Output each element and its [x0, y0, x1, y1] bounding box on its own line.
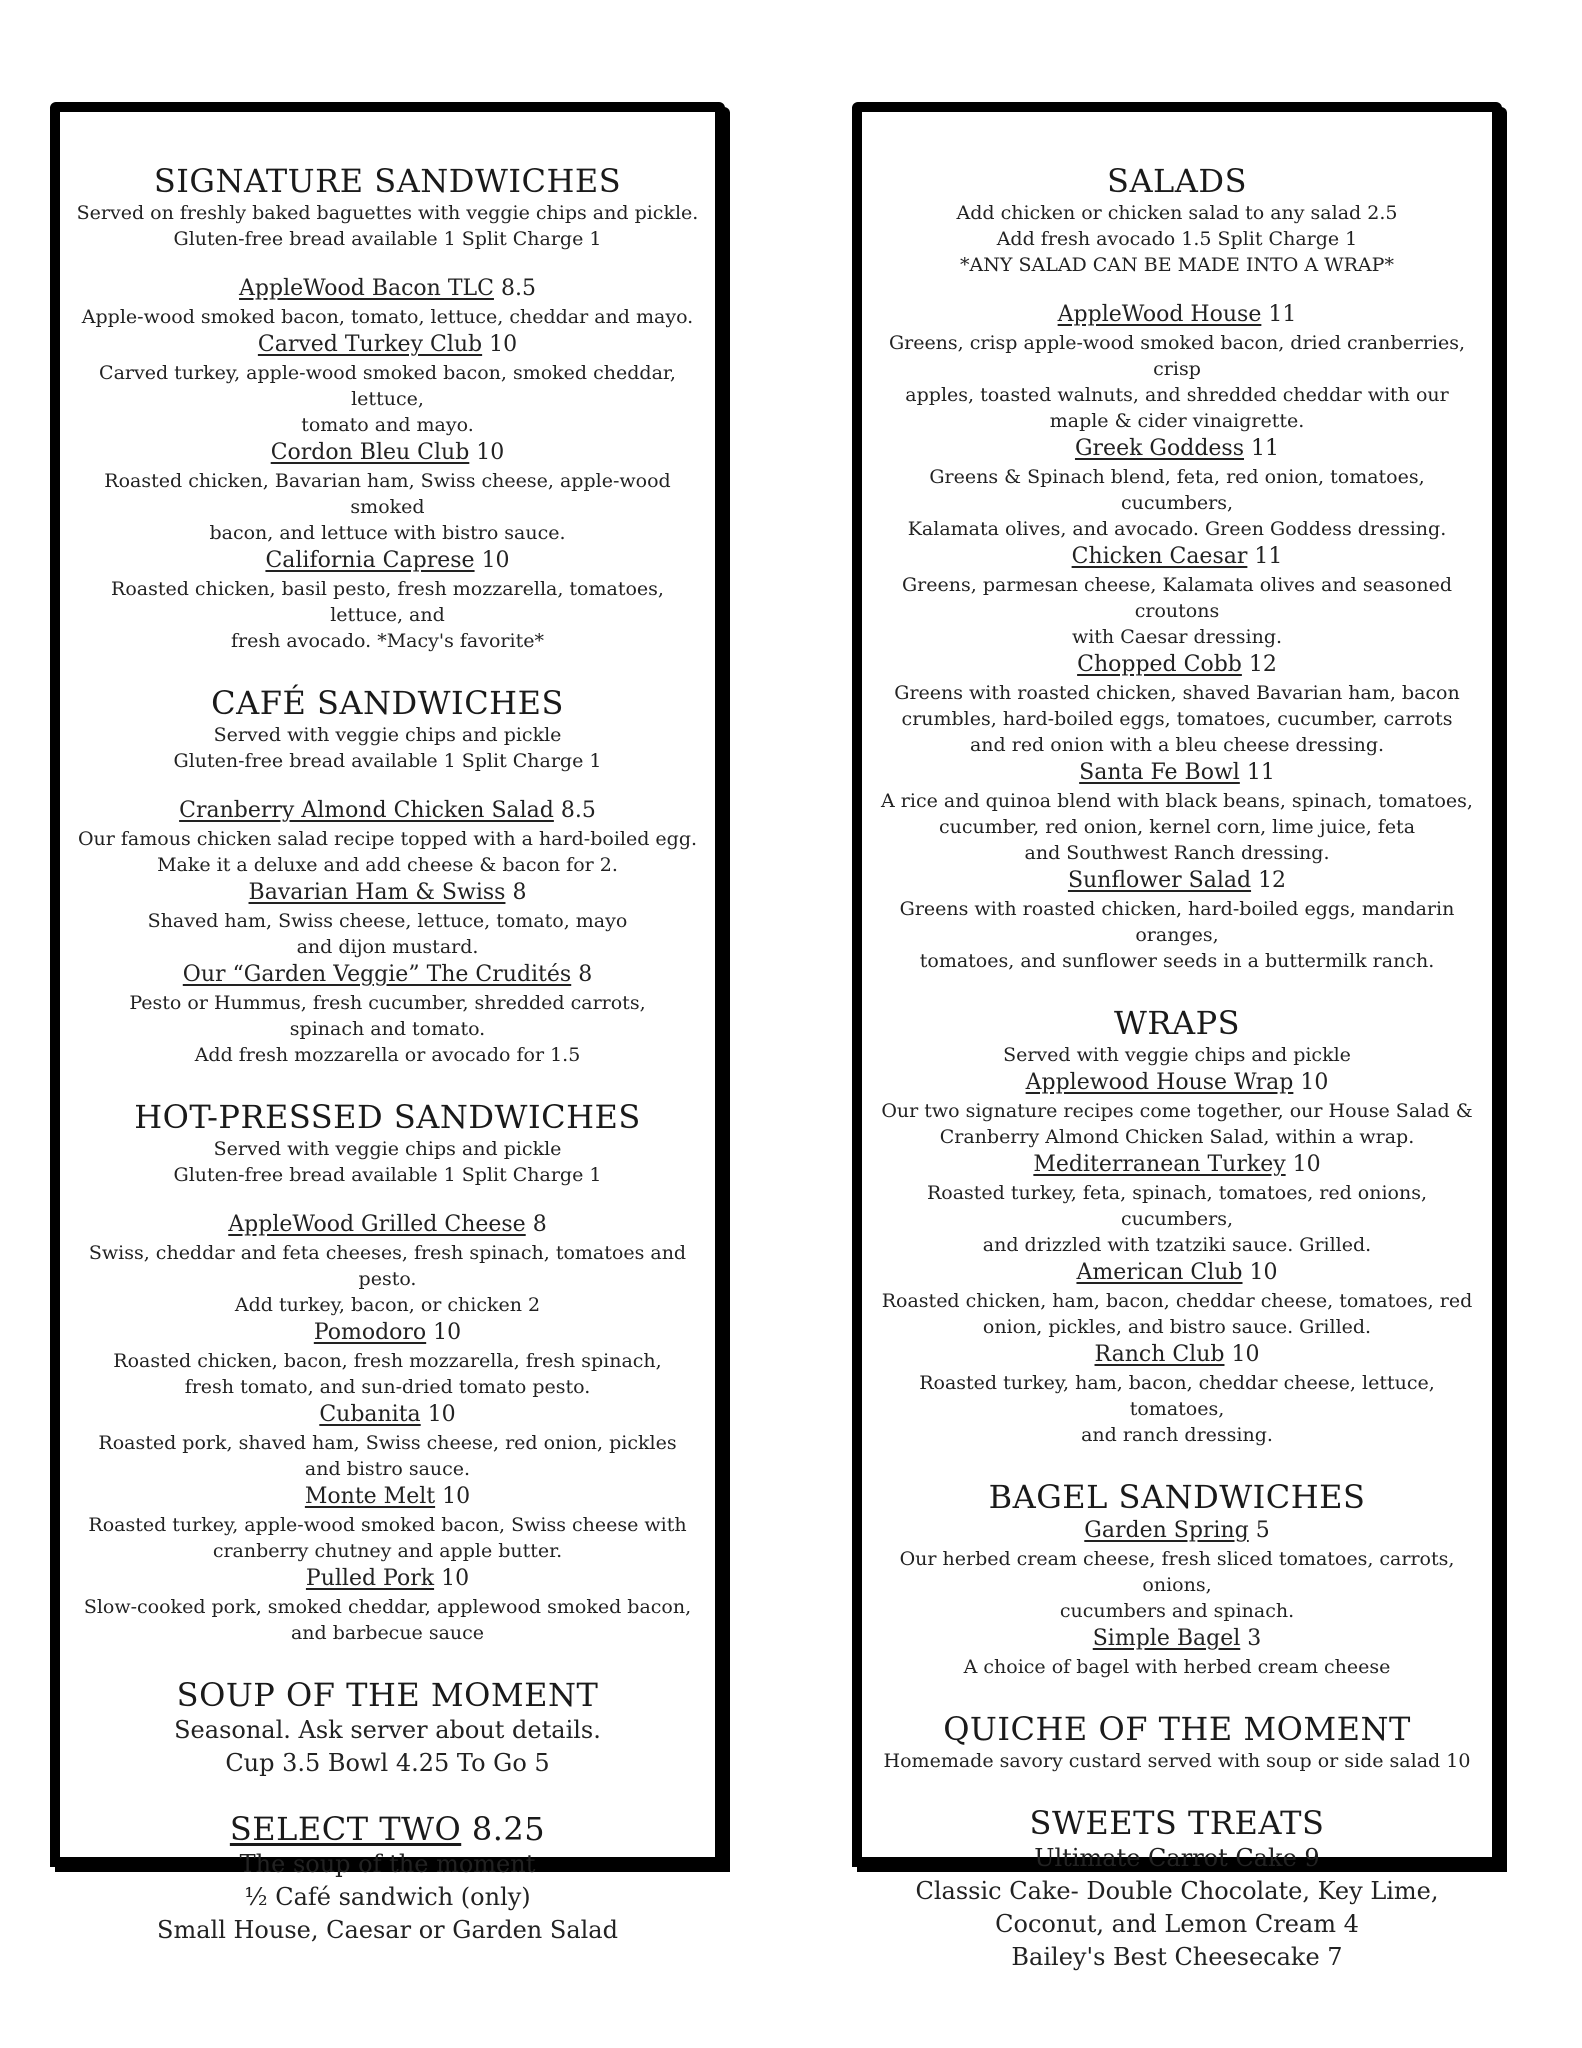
menu-item-description: and ranch dressing.	[1081, 1424, 1273, 1446]
menu-item-heading	[68, 1482, 707, 1512]
section-note: Add chicken or chicken salad to any salad 2.5	[956, 202, 1398, 224]
menu-item-description: Shaved ham, Swiss cheese, lettuce, tomato, mayo	[147, 910, 628, 932]
menu-item-description: cranberry chutney and apple butter.	[212, 1540, 563, 1562]
menu-item-name: Santa Fe Bowl	[1079, 760, 1240, 785]
section-title: QUICHE OF THE MOMENT	[943, 1710, 1411, 1748]
menu-item-description: Roasted chicken, bacon, fresh mozzarella, fresh spinach,	[113, 1350, 662, 1372]
section-note: Served with veggie chips and pickle	[213, 724, 562, 746]
menu-item-price: 10	[481, 548, 510, 573]
menu-panel-left	[50, 102, 725, 1944]
menu-item	[870, 1068, 1484, 1150]
menu-item-description: and barbecue sauce	[290, 1622, 485, 1644]
menu-item-heading	[870, 866, 1484, 896]
menu-item-heading	[870, 1624, 1484, 1654]
menu-item-description: Greens & Spinach blend, feta, red onion, tomatoes, cucumbers,	[929, 466, 1425, 514]
section-title: SIGNATURE SANDWICHES	[153, 162, 622, 200]
menu-item-price: 8	[512, 880, 527, 905]
section-title: CAFÉ SANDWICHES	[211, 684, 564, 722]
menu-item-description: Pesto or Hummus, fresh cucumber, shredded carrots,	[129, 992, 646, 1014]
menu-item-description: and Southwest Ranch dressing.	[1024, 842, 1330, 864]
menu-item-description: maple & cider vinaigrette.	[1049, 410, 1305, 432]
select-two-heading	[68, 1810, 707, 1848]
menu-item-price: 8.5	[500, 276, 536, 301]
section-sweets	[870, 1804, 1484, 1974]
section-note: *ANY SALAD CAN BE MADE INTO A WRAP*	[960, 254, 1394, 276]
section-note: Gluten-free bread available 1 Split Charge 1	[173, 750, 602, 772]
menu-item-description: and red onion with a bleu cheese dressing.	[969, 734, 1385, 756]
section-salads	[870, 162, 1484, 974]
menu-item	[68, 274, 707, 330]
menu-item-name: Greek Goddess	[1074, 436, 1245, 461]
menu-item-description: Kalamata olives, and avocado. Green Goddess dressing.	[907, 518, 1447, 540]
menu-item-description: Add turkey, bacon, or chicken 2	[234, 1294, 541, 1316]
menu-item	[870, 866, 1484, 974]
menu-item-price: 10	[1300, 1070, 1329, 1095]
menu-panel-right	[852, 102, 1502, 1971]
menu-item	[68, 1482, 707, 1564]
section-hot-pressed-sandwiches	[68, 1098, 707, 1646]
menu-item-description: tomato and mayo.	[301, 414, 474, 436]
sweets-line: Coconut, and Lemon Cream 4	[995, 1910, 1359, 1938]
select-two-name: SELECT TWO	[229, 1810, 462, 1848]
menu-item-price: 10	[1292, 1152, 1321, 1177]
menu-item-description: and bistro sauce.	[304, 1458, 471, 1480]
menu-item-name: Cubanita	[319, 1402, 421, 1427]
menu-item-heading	[68, 878, 707, 908]
menu-item-heading	[870, 1340, 1484, 1370]
menu-item	[870, 434, 1484, 542]
menu-item-description: Add fresh mozzarella or avocado for 1.5	[194, 1044, 581, 1066]
soup-line: Cup 3.5 Bowl 4.25 To Go 5	[225, 1749, 550, 1777]
menu-item-name: Chopped Cobb	[1077, 652, 1242, 677]
menu-item	[870, 1150, 1484, 1258]
menu-item-name: Garden Spring	[1084, 1518, 1249, 1543]
menu-item-description: Roasted pork, shaved ham, Swiss cheese, red onion, pickles	[98, 1432, 677, 1454]
menu-item-name: Sunflower Salad	[1067, 868, 1252, 893]
menu-item-description: Make it a deluxe and add cheese & bacon for 2.	[157, 854, 618, 876]
menu-item-name: Simple Bagel	[1092, 1626, 1241, 1651]
menu-item-price: 11	[1251, 436, 1280, 461]
menu-item-price: 12	[1258, 868, 1287, 893]
menu-item-heading	[870, 1258, 1484, 1288]
menu-item-name: Our “Garden Veggie” The Crudités	[182, 962, 572, 987]
section-notes	[68, 200, 707, 252]
menu-item-name: Pomodoro	[313, 1320, 427, 1345]
menu-item-description: Our herbed cream cheese, fresh sliced tomatoes, carrots, onions,	[899, 1548, 1455, 1596]
menu-item-price: 3	[1247, 1626, 1262, 1651]
menu-item-description: Roasted chicken, Bavarian ham, Swiss cheese, apple-wood smoked	[104, 470, 671, 518]
menu-item-description: Our two signature recipes come together, our House Salad &	[881, 1100, 1473, 1122]
section-notes	[870, 200, 1484, 278]
menu-item-price: 10	[441, 1566, 470, 1591]
section-note: Add fresh avocado 1.5 Split Charge 1	[996, 228, 1358, 250]
menu-item-name: Cranberry Almond Chicken Salad	[179, 798, 554, 823]
menu-item-price: 5	[1255, 1518, 1270, 1543]
menu-item-heading	[870, 758, 1484, 788]
menu-item-price: 10	[1249, 1260, 1278, 1285]
menu-item-description: Roasted turkey, ham, bacon, cheddar cheese, lettuce, tomatoes,	[919, 1372, 1435, 1420]
menu-item-heading	[68, 960, 707, 990]
menu-item	[68, 1400, 707, 1482]
menu-item-description: onion, pickles, and bistro sauce. Grilled.	[982, 1316, 1372, 1338]
sweets-line: Bailey's Best Cheesecake 7	[1011, 1943, 1343, 1971]
menu-item-price: 8	[578, 962, 593, 987]
menu-item-description: apples, toasted walnuts, and shredded cheddar with our	[905, 384, 1449, 406]
menu-item-heading	[870, 1068, 1484, 1098]
section-note: Served with veggie chips and pickle	[213, 1138, 562, 1160]
menu-item-heading	[68, 274, 707, 304]
quiche-line: Homemade savory custard served with soup or side salad 10	[883, 1750, 1471, 1772]
menu-item-description: spinach and tomato.	[289, 1018, 486, 1040]
section-notes	[68, 722, 707, 774]
section-note: Gluten-free bread available 1 Split Charge 1	[173, 228, 602, 250]
section-select-two	[68, 1810, 707, 1947]
menu-item-description: fresh tomato, and sun-dried tomato pesto.	[184, 1376, 591, 1398]
menu-item-name: Applewood House Wrap	[1025, 1070, 1294, 1095]
menu-item-heading	[870, 300, 1484, 330]
menu-item-description: Roasted chicken, ham, bacon, cheddar cheese, tomatoes, red	[881, 1290, 1473, 1312]
menu-item-heading	[68, 1318, 707, 1348]
section-note: Served with veggie chips and pickle	[1003, 1044, 1351, 1066]
section-signature-sandwiches	[68, 162, 707, 654]
menu-item-name: Mediterranean Turkey	[1033, 1152, 1286, 1177]
menu-item-name: Carved Turkey Club	[257, 332, 483, 357]
menu-item-description: Greens, parmesan cheese, Kalamata olives and seasoned croutons	[902, 574, 1452, 622]
menu-item	[68, 438, 707, 546]
section-cafe-sandwiches	[68, 684, 707, 1068]
menu-item-description: Roasted chicken, basil pesto, fresh mozzarella, tomatoes, lettuce, and	[111, 578, 664, 626]
section-note: Gluten-free bread available 1 Split Charge 1	[173, 1164, 602, 1186]
section-title: BAGEL SANDWICHES	[988, 1478, 1366, 1516]
menu-item-price: 8.5	[560, 798, 596, 823]
menu-item-name: AppleWood Bacon TLC	[239, 276, 494, 301]
menu-item	[68, 796, 707, 878]
menu-item-description: fresh avocado. *Macy's favorite*	[231, 630, 544, 652]
section-title: SOUP OF THE MOMENT	[176, 1676, 599, 1714]
menu-item-heading	[870, 650, 1484, 680]
menu-item-price: 12	[1248, 652, 1277, 677]
menu-item-heading	[68, 1210, 707, 1240]
section-title: HOT-PRESSED SANDWICHES	[134, 1098, 641, 1136]
menu-item-price: 11	[1246, 760, 1275, 785]
menu-item-description: Our famous chicken salad recipe topped with a hard-boiled egg.	[77, 828, 698, 850]
sweets-line: Ultimate Carrot Cake 9	[1034, 1844, 1320, 1872]
menu-item	[870, 300, 1484, 434]
menu-item-description: Greens with roasted chicken, shaved Bavarian ham, bacon	[894, 682, 1460, 704]
section-note: Served on freshly baked baguettes with veggie chips and pickle.	[76, 202, 699, 224]
menu-item-description: Swiss, cheddar and feta cheeses, fresh spinach, tomatoes and pesto.	[88, 1242, 687, 1290]
menu-item	[870, 650, 1484, 758]
menu-item-name: AppleWood Grilled Cheese	[228, 1212, 526, 1237]
select-two-price: 8.25	[471, 1810, 546, 1848]
section-wraps	[870, 1004, 1484, 1448]
menu-item-description: Roasted turkey, feta, spinach, tomatoes, red onions, cucumbers,	[926, 1182, 1428, 1230]
menu-item-heading	[870, 434, 1484, 464]
menu-item-price: 11	[1254, 544, 1283, 569]
menu-item-description: Carved turkey, apple-wood smoked bacon, smoked cheddar, lettuce,	[99, 362, 676, 410]
menu-item-heading	[68, 330, 707, 360]
menu-item-price: 10	[1231, 1342, 1260, 1367]
menu-item	[870, 1624, 1484, 1680]
menu-item-heading	[68, 546, 707, 576]
menu-item-description: bacon, and lettuce with bistro sauce.	[209, 522, 566, 544]
menu-item-name: American Club	[1076, 1260, 1243, 1285]
menu-item	[68, 330, 707, 438]
soup-line: Seasonal. Ask server about details.	[174, 1716, 601, 1744]
menu-item	[68, 1318, 707, 1400]
menu-item-price: 10	[489, 332, 518, 357]
menu-item	[870, 1516, 1484, 1624]
menu-item-description: crumbles, hard-boiled eggs, tomatoes, cucumber, carrots	[901, 708, 1453, 730]
menu-item-price: 8	[532, 1212, 547, 1237]
section-soup	[68, 1676, 707, 1780]
menu-item-description: A choice of bagel with herbed cream cheese	[963, 1656, 1391, 1678]
menu-item-heading	[68, 1564, 707, 1594]
menu-item	[68, 1564, 707, 1646]
section-title: SALADS	[1107, 162, 1247, 200]
select-two-line: ½ Café sandwich (only)	[244, 1883, 531, 1911]
section-title: WRAPS	[1113, 1004, 1241, 1042]
sweets-line: Classic Cake- Double Chocolate, Key Lime,	[915, 1877, 1439, 1905]
menu-item	[68, 960, 707, 1068]
menu-item-heading	[870, 542, 1484, 572]
menu-item-description: tomatoes, and sunflower seeds in a buttermilk ranch.	[919, 950, 1435, 972]
menu-item-description: with Caesar dressing.	[1071, 626, 1283, 648]
menu-item-name: Monte Melt	[304, 1484, 436, 1509]
menu-item-name: Bavarian Ham & Swiss	[248, 880, 506, 905]
menu-item-description: and drizzled with tzatziki sauce. Grilled.	[982, 1234, 1372, 1256]
menu-item	[68, 1210, 707, 1318]
menu-item-heading	[870, 1516, 1484, 1546]
menu-item-description: Apple-wood smoked bacon, tomato, lettuce, cheddar and mayo.	[81, 306, 694, 328]
menu-item-price: 10	[476, 440, 505, 465]
menu-item-name: Ranch Club	[1094, 1342, 1225, 1367]
menu-item-description: cucumber, red onion, kernel corn, lime juice, feta	[938, 816, 1416, 838]
menu-item-price: 10	[427, 1402, 456, 1427]
menu-item	[870, 1258, 1484, 1340]
section-bagel-sandwiches	[870, 1478, 1484, 1680]
menu-item-name: Chicken Caesar	[1071, 544, 1248, 569]
menu-item	[68, 878, 707, 960]
section-quiche	[870, 1710, 1484, 1774]
menu-item	[68, 546, 707, 654]
menu-item-description: and dijon mustard.	[296, 936, 479, 958]
menu-item-description: Greens, crisp apple-wood smoked bacon, dried cranberries, crisp	[888, 332, 1466, 380]
menu-item-description: Greens with roasted chicken, hard-boiled eggs, mandarin oranges,	[899, 898, 1455, 946]
menu-item-description: cucumbers and spinach.	[1059, 1600, 1295, 1622]
menu-item-heading	[870, 1150, 1484, 1180]
menu-item-heading	[68, 438, 707, 468]
menu-item-description: Roasted turkey, apple-wood smoked bacon, Swiss cheese with	[88, 1514, 687, 1536]
menu-item	[870, 1340, 1484, 1448]
menu-item-description: A rice and quinoa blend with black beans, spinach, tomatoes,	[881, 790, 1473, 812]
menu-item-name: AppleWood House	[1057, 302, 1262, 327]
menu-item-description: Slow-cooked pork, smoked cheddar, applewood smoked bacon,	[83, 1596, 692, 1618]
menu-item-name: California Caprese	[265, 548, 475, 573]
menu-item-heading	[68, 1400, 707, 1430]
menu-item-name: Pulled Pork	[305, 1566, 435, 1591]
menu-item-price: 10	[433, 1320, 462, 1345]
menu-item	[870, 758, 1484, 866]
select-two-line: Small House, Caesar or Garden Salad	[157, 1916, 618, 1944]
menu-item-price: 10	[442, 1484, 471, 1509]
section-notes	[68, 1136, 707, 1188]
menu-item-price: 11	[1268, 302, 1297, 327]
menu-item-description: Cranberry Almond Chicken Salad, within a wrap.	[939, 1126, 1415, 1148]
section-title: SWEETS TREATS	[1029, 1804, 1325, 1842]
menu-item	[870, 542, 1484, 650]
section-notes	[870, 1042, 1484, 1068]
menu-item-name: Cordon Bleu Club	[270, 440, 470, 465]
menu-item-heading	[68, 796, 707, 826]
select-two-line: The soup of the moment	[239, 1850, 536, 1878]
